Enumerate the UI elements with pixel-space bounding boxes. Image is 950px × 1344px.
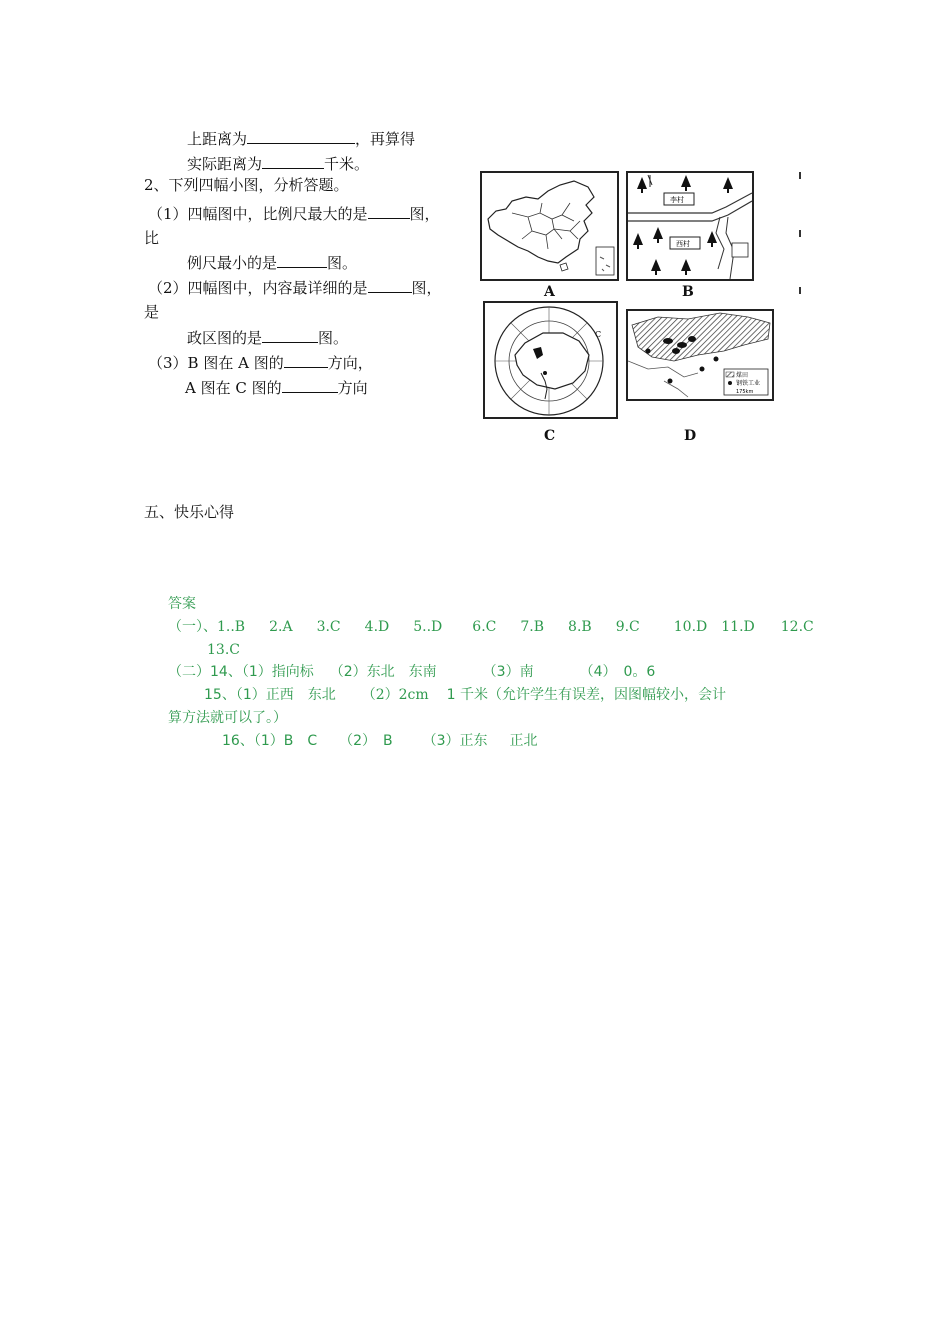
answers-q16 [222,731,538,751]
q2-p1-line3-end: 图。 [327,254,358,272]
section-five-title: 五、快乐心得 [144,503,235,521]
q1-line2 [187,153,369,174]
map-b-label: B [682,284,694,300]
margin-mark [799,172,801,179]
answers-part1-line1 [168,617,814,637]
q1-line2-pre: 实际距离为 [187,155,263,173]
answer-blank [277,252,327,268]
q15-part2: （2）2cm [361,687,429,703]
q2-p3-line2-end: 方向 [337,379,368,397]
village-map-icon [628,173,752,279]
q2-title: 2、下列四幅小图，分析答题。 [144,176,349,194]
answers-q15-line2: 算方法就可以了。） [168,710,287,726]
legend-scale: 175km [736,389,754,395]
q16-part1: 16、（1）B C [222,733,318,749]
china-map-icon [482,173,617,279]
q2-p2-text: （2）四幅图中，内容最详细的是 [148,279,368,297]
q2-p3-text: （3）B 图在 A 图的 [148,354,284,372]
q2-p2-end: 图， [411,279,442,297]
q16-part4: 正北 [509,733,538,749]
q15-part3: 1 千米（允许学生有误差，因图幅较小，会计 [446,687,727,703]
answer-item: 4.D [364,619,390,635]
village-bottom-name: 西村 [676,240,690,248]
q2-p3-line2 [185,377,368,398]
answer-item: 1..B [217,619,246,635]
answers-part1-line2 [207,640,240,660]
answer-item: 8.B [568,619,592,635]
q2-p3-end: 方向， [327,354,373,372]
answer-item: 9.C [615,619,640,635]
q2-p2-line3-end: 图。 [318,329,349,347]
answer-blank [262,153,324,169]
answer-item: 12.C [780,619,814,635]
q2-p3-line2-text: A 图在 C 图的 [185,379,282,397]
map-c-label: C [544,428,556,444]
village-top-name: 李村 [670,196,684,204]
q14-part1: （二）14、（1）指向标 [168,664,314,680]
q2-p2-line3-text: 政区图的是 [187,329,263,347]
q2-p3-line1 [148,352,373,373]
answer-item: 11.D [721,619,755,635]
q2-p1-line2: 比 [144,229,160,247]
polar-map-icon [485,303,616,417]
answer-blank [368,277,412,293]
map-c-polar [483,301,618,419]
q1-line1 [187,128,415,149]
map-d-industry [626,309,774,401]
q1-line1-post: ，再算得 [355,130,416,148]
margin-mark [799,287,801,294]
answer-blank [282,377,338,393]
answers-heading: 答案 [168,596,196,612]
q1-line1-pre: 上距离为 [187,130,248,148]
q1-line2-post: 千米。 [324,155,370,173]
legend-steel: 钢铁工业 [736,380,761,387]
answer-item: 13.C [207,642,240,658]
answer-item: 3.C [316,619,341,635]
map-c-inset-letter: C [595,330,602,339]
q2-p1-end: 图， [409,205,440,223]
answer-item: 7.B [520,619,545,635]
q16-part3: （3）正东 [422,733,488,749]
legend-coal: 煤田 [736,372,749,379]
q2-p1-line3 [187,252,357,273]
q15-part1: 15、（1）正西 东北 [204,687,336,703]
answers-q14 [168,662,655,682]
answer-blank [262,327,318,343]
q14-part4: （4） 0。6 [579,664,656,680]
q2-p2-line3 [187,327,348,348]
map-d-label: D [684,428,697,444]
answers-part1-prefix: （一）、 [168,619,217,635]
answer-blank [284,352,328,368]
q2-p1-text: （1）四幅图中，比例尺最大的是 [148,205,368,223]
q2-p1-line1 [148,203,440,224]
answers-q15-line1 [204,685,726,705]
margin-mark [799,230,801,237]
q2-p2-line2: 是 [144,303,160,321]
q14-part3: （3）南 [482,664,534,680]
q2-p2-line1 [148,277,442,298]
answer-item: 5..D [413,619,443,635]
map-a-label: A [544,284,555,300]
map-a-china [480,171,619,281]
q16-part2: （2） B [339,733,393,749]
q14-part2: （2）东北 东南 [329,664,437,680]
answer-blank [247,128,355,144]
industry-map-icon [628,311,772,399]
answer-item: 6.C [472,619,497,635]
q2-p1-line3-text: 例尺最小的是 [187,254,278,272]
answer-blank [368,203,410,219]
map-b-village [626,171,754,281]
answer-item: 10.D [673,619,708,635]
answer-item: 2.A [269,619,293,635]
